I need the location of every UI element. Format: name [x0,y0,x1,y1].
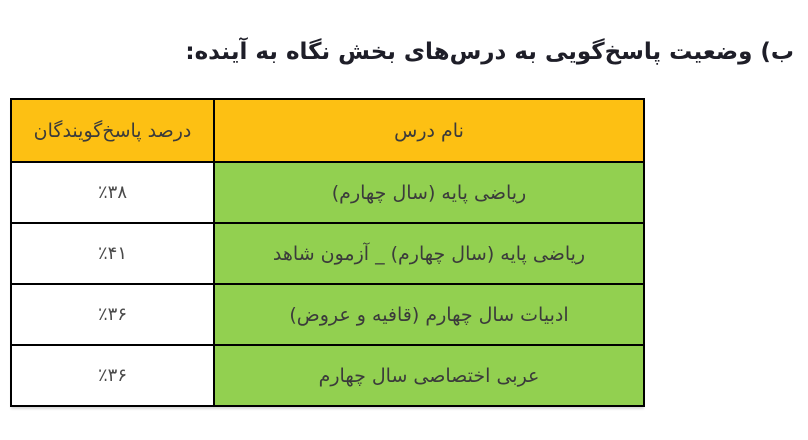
table-row [11,162,644,223]
table-header-row [11,99,644,162]
page-title: ب) وضعیت پاسخ‌گویی به درس‌های بخش نگاه به آینده: [185,39,794,65]
course-name-cell: ادبیات سال چهارم (قافیه و عروض) [214,284,644,345]
respondents-percent-header: درصد پاسخ‌گویندگان [11,99,214,162]
percent-value-cell: ٪۴۱ [11,223,214,284]
course-name-cell: عربی اختصاصی سال چهارم [214,345,644,406]
table-row [11,345,644,406]
table-row [11,223,644,284]
course-name-cell: ریاضی پایه (سال چهارم) _ آزمون شاهد [214,223,644,284]
course-name-header: نام درس [214,99,644,162]
course-name-cell: ریاضی پایه (سال چهارم) [214,162,644,223]
percent-value-cell: ٪۳۸ [11,162,214,223]
responses-table [10,98,645,407]
percent-value-cell: ٪۳۶ [11,345,214,406]
percent-value-cell: ٪۳۶ [11,284,214,345]
table-row [11,284,644,345]
